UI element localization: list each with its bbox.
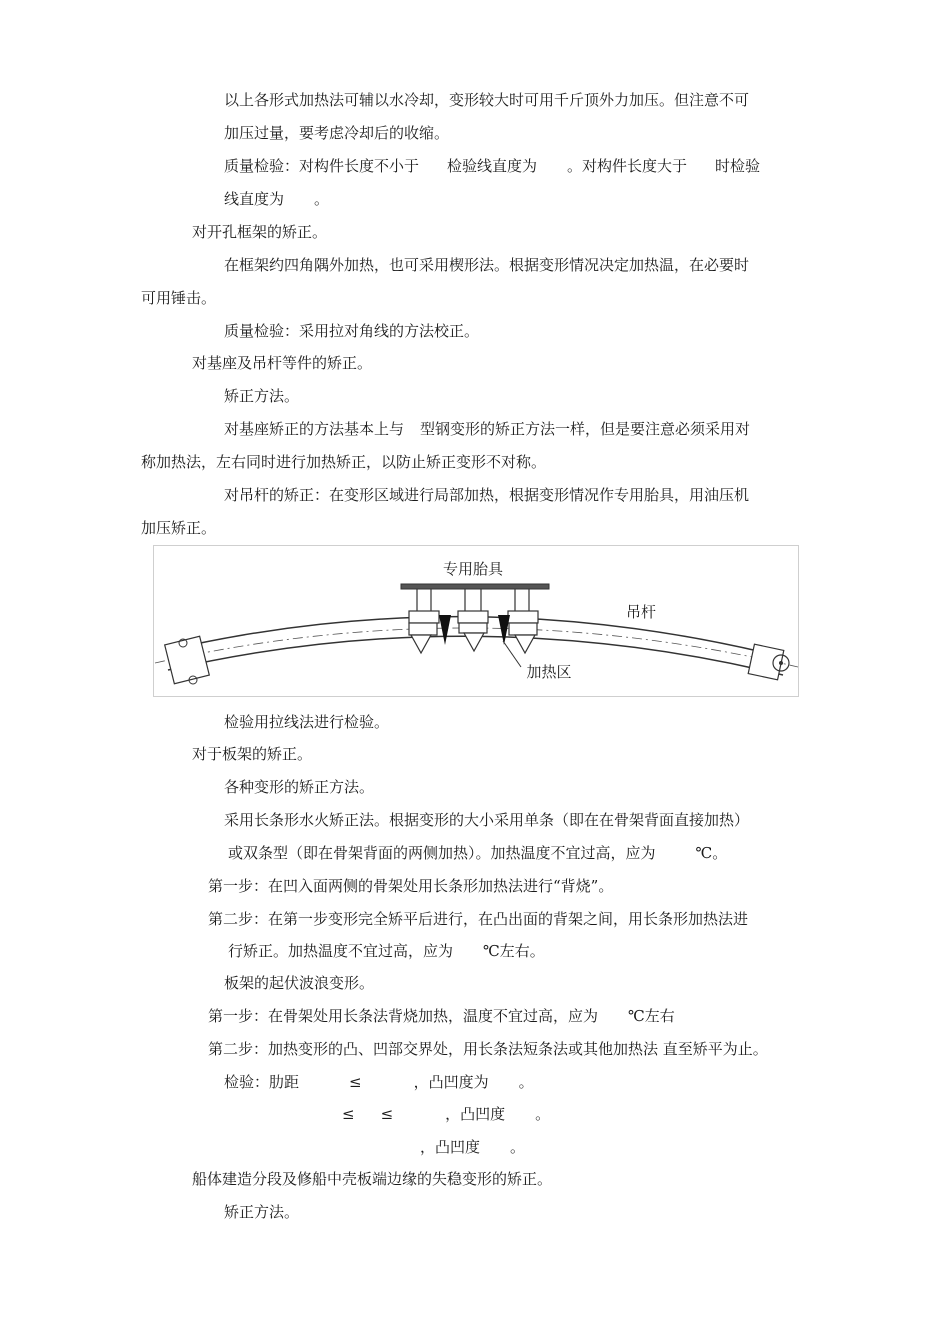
wave-step1-seg2: ℃左右 bbox=[628, 1007, 675, 1025]
inspection-seg1: 检验：肋距 bbox=[224, 1073, 300, 1091]
inspection-seg2: ≤ bbox=[349, 1073, 362, 1091]
inspection-seg3: ，凸凹度为 bbox=[413, 1073, 489, 1091]
subheading-method: 矫正方法。 bbox=[224, 387, 300, 405]
step2-seg1: 行矫正。加热温度不宜过高，应为 bbox=[228, 942, 454, 960]
para-frame-quality: 质量检验：采用拉对角线的方法校正。 bbox=[224, 322, 480, 340]
inspection2-seg2: ≤ bbox=[380, 1105, 394, 1123]
label-heat-zone: 加热区 bbox=[526, 663, 572, 681]
para-base-seg2: 型钢变形的矫正方法一样，但是要注意必须采用对 bbox=[420, 420, 751, 438]
para-strip-method-line1: 采用长条形水火矫正法。根据变形的大小采用单条（即在在骨架背面直接加热） bbox=[224, 811, 750, 829]
wave-step1-seg1: 第一步：在骨架处用长条法背烧加热，温度不宜过高，应为 bbox=[208, 1007, 599, 1025]
inspection3-seg1: ，凸凹度 bbox=[420, 1138, 481, 1156]
para-rod-inspection: 检验用拉线法进行检验。 bbox=[224, 713, 390, 731]
step1-back-burn: 第一步：在凹入面两侧的骨架处用长条形加热法进行“背烧”。 bbox=[208, 877, 614, 895]
para-frame-heating-line2: 可用锤击。 bbox=[141, 289, 217, 307]
heading-ship-shell: 船体建造分段及修船中壳板端边缘的失稳变形的矫正。 bbox=[192, 1170, 553, 1188]
subheading-various-methods: 各种变形的矫正方法。 bbox=[224, 778, 375, 796]
para-heating-cooling-line2: 加压过量，要考虑冷却后的收缩。 bbox=[224, 124, 450, 142]
inspection-line2 bbox=[342, 1104, 550, 1124]
quality-check-seg6: 。 bbox=[314, 190, 330, 208]
fixture-top-plate bbox=[401, 584, 549, 589]
quality-check-seg4: 时检验 bbox=[715, 157, 761, 175]
wave-step1 bbox=[208, 1006, 675, 1026]
strip-method-seg1: 或双条型（即在骨架背面的两侧加热）。加热温度不宜过高，应为 bbox=[228, 844, 656, 862]
para-base-seg1: 对基座矫正的方法基本上与 bbox=[224, 420, 405, 438]
quality-check-seg1: 质量检验：对构件长度不小于 bbox=[224, 157, 420, 175]
heading-open-frame: 对开孔框架的矫正。 bbox=[192, 223, 328, 241]
quality-check-line1 bbox=[224, 156, 760, 176]
para-rod-correction-line2: 加压矫正。 bbox=[141, 519, 217, 537]
quality-check-seg2: 检验线直度为 bbox=[447, 157, 538, 175]
para-base-correction-line2: 称加热法，左右同时进行加热矫正，以防止矫正变形不对称。 bbox=[141, 453, 547, 471]
inspection-seg4: 。 bbox=[518, 1073, 534, 1091]
para-frame-heating-line1: 在框架约四角隅外加热，也可采用楔形法。根据变形情况决定加热温，在必要时 bbox=[224, 256, 750, 274]
para-strip-method-line2 bbox=[228, 843, 727, 863]
label-rod: 吊杆 bbox=[625, 603, 657, 621]
step2-line2 bbox=[228, 941, 545, 961]
strip-method-seg2: ℃。 bbox=[695, 844, 728, 862]
para-rod-correction-line1: 对吊杆的矫正：在变形区域进行局部加热，根据变形情况作专用胎具，用油压机 bbox=[224, 486, 750, 504]
rod-fixture-diagram bbox=[153, 545, 799, 697]
wave-step2: 第二步：加热变形的凸、凹部交界处，用长条法短条法或其他加热法 直至矫平为止。 bbox=[208, 1040, 768, 1058]
para-base-correction-line1 bbox=[224, 419, 750, 439]
step2-line1: 第二步：在第一步变形完全矫平后进行，在凸出面的背架之间，用长条形加热法进 bbox=[208, 910, 749, 928]
subheading-method-2: 矫正方法。 bbox=[224, 1203, 300, 1221]
para-heating-cooling-line1: 以上各形式加热法可辅以水冷却，变形较大时可用千斤顶外力加压。但注意不可 bbox=[224, 91, 750, 109]
inspection2-seg1: ≤ bbox=[342, 1105, 355, 1123]
inspection3-seg2: 。 bbox=[510, 1138, 526, 1156]
step2-seg2: ℃左右。 bbox=[483, 942, 545, 960]
quality-check-line2 bbox=[224, 189, 329, 209]
heading-base-rod: 对基座及吊杆等件的矫正。 bbox=[192, 354, 373, 372]
subheading-wave-deformation: 板架的起伏波浪变形。 bbox=[224, 974, 375, 992]
label-fixture: 专用胎具 bbox=[442, 560, 504, 578]
inspection2-seg3: ，凸凹度 bbox=[445, 1105, 506, 1123]
quality-check-seg5: 线直度为 bbox=[224, 190, 285, 208]
quality-check-seg3: 。对构件长度大于 bbox=[567, 157, 688, 175]
heading-plate-frame: 对于板架的矫正。 bbox=[192, 745, 313, 763]
inspection-line1 bbox=[224, 1072, 534, 1092]
inspection-line3 bbox=[420, 1137, 525, 1157]
inspection2-seg4: 。 bbox=[535, 1105, 551, 1123]
